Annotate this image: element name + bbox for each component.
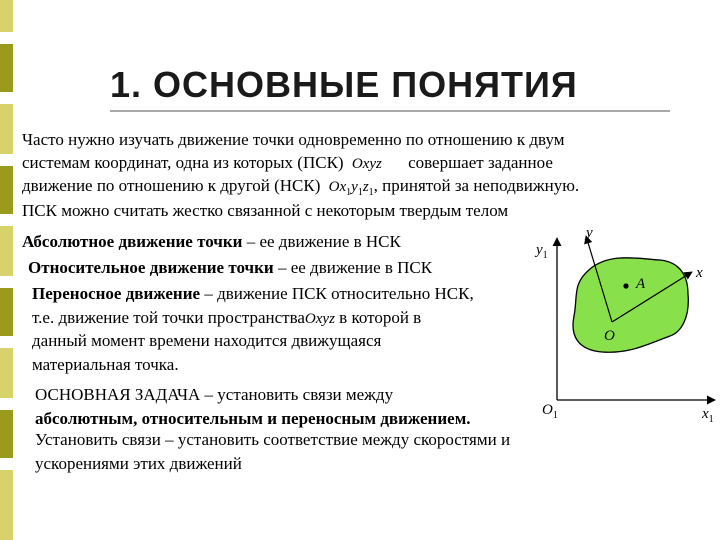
main-task-line-1: ОСНОВНАЯ ЗАДАЧА – установить связи между xyxy=(35,385,394,404)
transport-motion-definition: Переносное движение – движение ПСК относительно НСК, xyxy=(32,284,474,303)
left-decorative-bar xyxy=(0,0,13,540)
main-task-line-3: Установить связи – установить соответствие между скоростями и xyxy=(35,430,511,449)
label-y1: $y_1$ xyxy=(536,242,548,261)
ox1y1z1-symbol: $Ox_1y_1z_1$ xyxy=(328,179,374,198)
label-o1: $O_1$ xyxy=(542,402,558,421)
transport-motion-line-3: данный момент времени находится движущаяся xyxy=(32,331,382,350)
intro-line-4: ПСК можно считать жестко связанной с некоторым твердым телом xyxy=(22,201,509,220)
transport-motion-line-2: т.е. движение той точки пространстваOxyz в которой в xyxy=(32,308,422,327)
oxyz-symbol-2: Oxyz xyxy=(304,311,335,327)
main-task-line-4: ускорениями этих движений xyxy=(35,454,242,473)
coordinate-systems-diagram xyxy=(520,224,720,430)
label-x: x xyxy=(696,265,703,281)
intro-line-2: системам координат, одна из которых (ПСК) Oxyz совершает заданное xyxy=(22,153,553,172)
label-a: A xyxy=(636,276,646,292)
label-o: O xyxy=(604,328,615,344)
intro-line-3: движение по отношению к другой (НСК) $Ox_1y_1z_1$, принятой за неподвижную. xyxy=(22,176,580,198)
relative-motion-definition: Относительное движение точки – ее движение в ПСК xyxy=(28,258,433,277)
absolute-motion-definition: Абсолютное движение точки – ее движение в НСК xyxy=(22,232,401,251)
label-y: y xyxy=(586,225,593,241)
point-a-marker xyxy=(623,283,628,288)
slide-title: 1. ОСНОВНЫЕ ПОНЯТИЯ xyxy=(110,64,578,105)
transport-motion-line-4: материальная точка. xyxy=(32,355,179,374)
rigid-body-shape xyxy=(573,258,688,353)
title-divider xyxy=(110,110,670,112)
label-x1: $x_1$ xyxy=(702,406,714,425)
diagram-svg xyxy=(520,224,720,430)
oxyz-symbol: Oxyz xyxy=(351,156,382,172)
intro-line-1: Часто нужно изучать движение точки одновременно по отношению к двум xyxy=(22,130,565,149)
main-task-line-2: абсолютным, относительным и переносным движением. xyxy=(35,409,471,428)
